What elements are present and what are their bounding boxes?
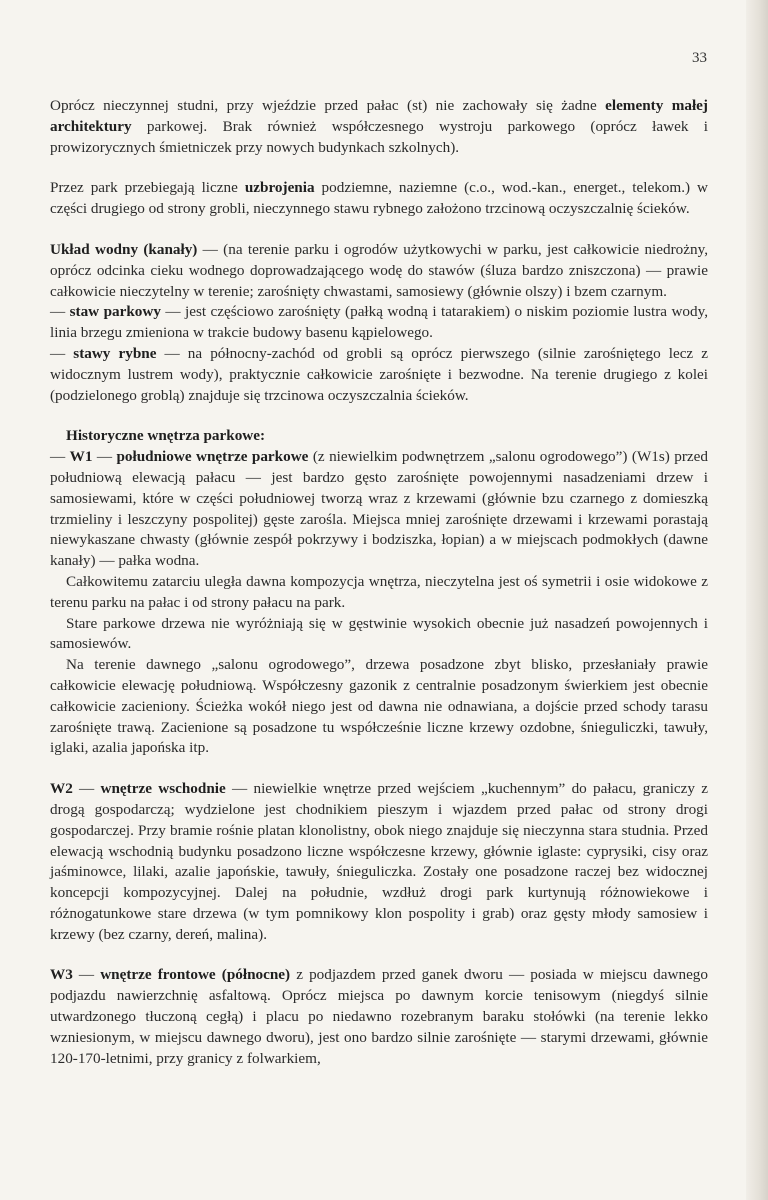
spacer [50, 220, 708, 240]
spacer [50, 406, 708, 426]
paragraph-small-architecture [50, 96, 708, 158]
text: — na północny-zachód od grobli są oprócz pierwszego (silnie zarośniętego lecz z widocznym lustrem wody), praktycznie całkowicie zarośnięte i bezwodne. Na terenie drugiego z kolei (podzielonego groblą) znajduje się trzcinowa oczyszczalnia ścieków. [50, 344, 708, 404]
text: Całkowitemu zatarciu uległa dawna kompozycja wnętrza, nieczytelna jest oś symetrii i osie widokowe z terenu parku na pałac i od strony pałacu na park. [50, 572, 708, 611]
bold-term: W3 [50, 966, 73, 984]
paragraph-w3 [50, 965, 708, 1069]
bold-term: Układ wodny (kanały) [50, 240, 198, 258]
bold-term: staw parkowy [69, 303, 161, 321]
text: Przez park przebiegają liczne [50, 179, 245, 197]
bold-term: W1 [69, 448, 93, 466]
bold-term: wnętrze frontowe (północne) [100, 966, 291, 984]
paragraph-w1-composition [50, 572, 708, 614]
text: Na terenie dawnego „salonu ogrodowego”, drzewa posadzone zbyt blisko, przesłaniały prawie całkowicie elewację południową. Współczesny gazonik z centralnie posadzonym świerkiem jest obecnie całkowicie zacieniony. Ścieżka wokół niego jest od dawna nie odnawiana, a dojście przed schody tarasu zarośnięte trawą. Zacienione są posadzone tu współcześnie liczne krzewy ozdobne, śnieguliczki, tawuły, iglaki, azalia japońska itp. [50, 656, 708, 757]
paragraph-utilities [50, 178, 708, 220]
bold-term: elementy małej architektury [50, 97, 708, 135]
page-number: 33 [692, 50, 707, 66]
dash: — [92, 448, 117, 466]
bold-term: uzbrojenia [244, 179, 315, 197]
paragraph-w1-salon [50, 655, 708, 759]
spacer [50, 945, 708, 965]
dash: — [72, 780, 101, 798]
text: — jest częściowo zarośnięty (pałką wodną i tatarakiem) o niskim poziomie lustra wody, linia brzegu zmieniona w trakcie budowy basenu kąpielowego. [50, 303, 709, 342]
text: Stare parkowe drzewa nie wyróżniają się w gęstwinie wysokich obecnie już nasadzeń powojennych i samosiewów. [50, 614, 708, 653]
paragraph-w1-old-trees [50, 614, 708, 656]
page-edge-shadow [746, 0, 768, 1200]
section-heading [50, 426, 708, 447]
paragraph-w1 [50, 447, 708, 572]
document-body [50, 96, 708, 1069]
heading-text: Historyczne wnętrza parkowe: [66, 427, 266, 445]
paragraph-w2 [50, 779, 708, 945]
text: z podjazdem przed ganek dworu — posiada w miejscu dawnego podjazdu nawierzchnię asfaltową. Oprócz miejsca po dawnym korcie tenisowym (niegdyś silnie utwardzonego tłuczoną cegłą) i placu po niedawno rozebranym baraku stołówki (na terenie lekko wzniesionym, w miejscu dawnego dworu), jest ono bardzo silnie zarośnięte — starymi drzewami, głównie 120-170-letnimi, przy granicy z folwarkiem, [50, 966, 708, 1067]
dash: — [50, 303, 70, 321]
bold-term: W2 [50, 780, 73, 798]
paragraph-water-system [50, 240, 708, 302]
spacer [50, 158, 708, 178]
paragraph-fish-ponds [50, 344, 708, 406]
bold-term: wnętrze wschodnie [100, 780, 226, 798]
bold-term: południowe wnętrze parkowe [116, 448, 309, 466]
dash: — [50, 448, 70, 466]
text: podziemne, naziemne (c.o., wod.-kan., energet., telekom.) w części drugiego od strony grobli, nieczynnego stawu rybnego założono trzcinową oczyszczalnię ścieków. [50, 179, 708, 218]
bold-term: stawy rybne [73, 344, 157, 362]
text: Oprócz nieczynnej studni, przy wjeździe przed pałac (st) nie zachowały się żadne [50, 97, 606, 114]
dash: — [50, 344, 74, 362]
text: parkowej. Brak również współczesnego wystroju parkowego (oprócz ławek i prowizorycznych śmietniczek przy nowych budynkach szkolnych). [50, 117, 708, 156]
paragraph-park-pond [50, 302, 708, 344]
spacer [50, 759, 708, 779]
text: — niewielkie wnętrze przed wejściem „kuchennym” do pałacu, graniczy z drogą gospodarczą; wydzielone jest chodnikiem pieszym i wjazdem przed pałac od strony drogi gospodarczej. Przy bramie rośnie platan klonolistny, obok niego znajduje się nieczynna stara studnia. Przed elewacją wschodnią budynku posadzono liczne współczesne krzewy, głównie iglaste: cyprysiki, cisy oraz jaśminowce, lilaki, azalie japońskie, tawuły, śnieguliczka. Zostały one posadzone raczej bez widocznej koncepcji kompozycyjnej. Dalej na południe, wzdłuż drogi park kurtynują różnowiekowe i różnogatunkowe stare drzewa (w tym pomnikowy klon pospolity i grab) oraz gęsty młody samosiew i krzewy (bez czarny, dereń, malina). [50, 780, 709, 943]
text: — (na terenie parku i ogrodów użytkowychi w parku, jest całkowicie niedrożny, oprócz odcinka cieku wodnego doprowadzającego wodę do stawów (śluza bardzo zniszczona) — prawie całkowicie nieczytelny w terenie; zarośnięty chwastami, samosiewy (głównie olszy) i bzem czarnym. [50, 240, 708, 300]
text: (z niewielkim podwnętrzem „salonu ogrodowego”) (W1s) przed południową elewacją pałacu — jest bardzo gęsto zarośnięte powojennymi nasadzeniami drzew i samosiewami, które w części południowej tworzą wraz z krzewami (głównie bzu czarnego z domieszką trzmieliny i leszczyny pospolitej) gęste zarośla. Miejsca mniej zarośnięte drzewami i krzewami porastają niewykaszane chwasty (głównie zespół pokrzywy i bodziszka, łopian) a w miejscach podmokłych (dawne kanały) — pałka wodna. [50, 448, 708, 570]
dash: — [72, 966, 101, 984]
